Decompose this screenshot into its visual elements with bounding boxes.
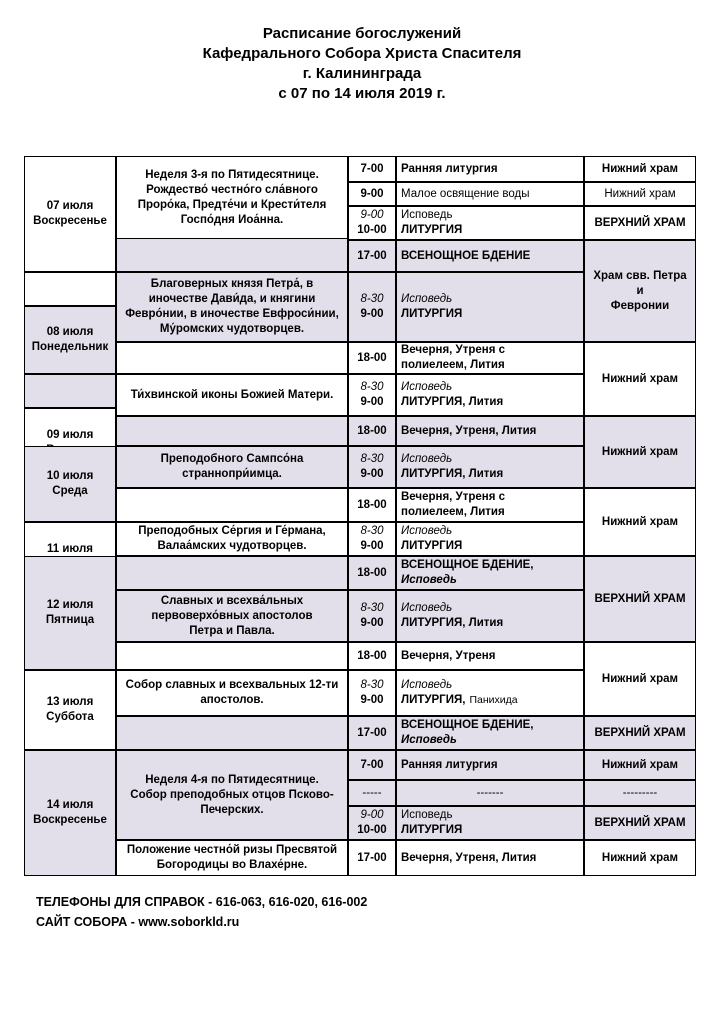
service-cell: [396, 780, 584, 806]
feast-cell-empty: [116, 416, 348, 446]
time-cell: [348, 272, 396, 342]
place-cell: [584, 716, 696, 750]
weekday: Пятница: [45, 614, 95, 626]
service-cell: [396, 806, 584, 840]
title-line: г. Калининграда: [302, 65, 422, 82]
service: ВСЕНОЩНОЕ БДЕНИЕ,: [401, 719, 534, 731]
place-cell: [584, 488, 696, 556]
feast-cell-empty: [116, 238, 348, 272]
time-cell: [348, 556, 396, 590]
time-cell: [348, 446, 396, 488]
service-cell: [396, 840, 584, 876]
place-cell: [584, 182, 696, 206]
time: 9-00: [360, 209, 384, 221]
time: 18-00: [357, 424, 387, 437]
place: Нижний храм: [604, 187, 676, 200]
place: Нижний храм: [601, 672, 679, 685]
service: Панихида: [469, 694, 518, 706]
service: Исповедь: [401, 525, 453, 537]
time-cell: [348, 156, 396, 182]
date-cell: [24, 446, 116, 522]
service-cell: [396, 240, 584, 272]
time: 8-30: [360, 381, 384, 393]
time-cell: [348, 716, 396, 750]
time: 9-00: [360, 468, 384, 480]
time: 9-00: [360, 396, 384, 408]
place-cell: [584, 840, 696, 876]
time: 8-30: [360, 602, 384, 614]
service: Малое освящение воды: [401, 187, 530, 200]
place-cell: [584, 240, 696, 342]
service: Исповедь: [401, 809, 453, 821]
service-cell: [396, 374, 584, 416]
date: 13 июля: [46, 696, 94, 708]
feast-line: Проро́ка, Предте́чи и Крести́теля: [137, 199, 327, 211]
date-cell: [24, 750, 116, 876]
time: 18-00: [357, 649, 387, 662]
time: 8-30: [360, 679, 384, 691]
feast-line: Петра и Павла.: [189, 624, 275, 637]
feast-cell-empty: [116, 342, 348, 374]
date: 07 июля: [46, 200, 94, 212]
time-cell: [348, 342, 396, 374]
feast-line: Благоверных князя Петра́, в: [150, 278, 314, 290]
service-cell: [396, 716, 584, 750]
service: ЛИТУРГИЯ, Лития: [401, 396, 504, 408]
time: 9-00: [360, 308, 384, 320]
service: ВСЕНОЩНОЕ БДЕНИЕ,: [401, 559, 534, 571]
feast-line: Славных и всехва́льных: [160, 594, 304, 607]
service-cell: [396, 272, 584, 342]
place-cell: [584, 342, 696, 416]
time: -----: [362, 786, 382, 799]
time: 9-00: [360, 809, 384, 821]
time: 9-00: [360, 694, 384, 706]
time-cell: [348, 182, 396, 206]
service: ВСЕНОЩНОЕ БДЕНИЕ: [401, 249, 531, 262]
service: Исповедь: [401, 209, 453, 221]
title-line: с 07 по 14 июля 2019 г.: [278, 85, 446, 102]
service: ЛИТУРГИЯ: [401, 308, 463, 320]
date-cell: [24, 156, 116, 272]
place-cell: [584, 806, 696, 840]
feast-line: иночестве Дави́да, и княгини: [148, 293, 316, 305]
time: 18-00: [357, 351, 387, 364]
service: Ранняя литургия: [401, 758, 498, 771]
weekday: Суббота: [46, 711, 94, 723]
time-cell: [348, 840, 396, 876]
place-cell: [584, 642, 696, 716]
service: ЛИТУРГИЯ, Лития: [401, 617, 504, 629]
service-cell: [396, 670, 584, 716]
place-cell: [584, 416, 696, 488]
feast-line: апостолов.: [200, 694, 264, 706]
feast-line: Неделя 4-я по Пятидесятнице.: [145, 773, 319, 786]
service-cell: [396, 446, 584, 488]
title-line: Кафедрального Собора Христа Спасителя: [202, 45, 522, 62]
footer-phones: ТЕЛЕФОНЫ ДЛЯ СПРАВОК - 616-063, 616-020, 616-002: [36, 895, 368, 909]
place: ---------: [622, 786, 658, 799]
time-cell: [348, 642, 396, 670]
feast-cell: [116, 374, 348, 416]
time-cell: [348, 590, 396, 642]
service-cell: [396, 488, 584, 522]
time: 17-00: [357, 851, 387, 864]
date: 09 июля: [46, 429, 94, 441]
feast-line: Положение честно́й ризы Пресвятой: [126, 844, 338, 856]
feast-cell-empty: [116, 642, 348, 670]
feast-cell: [116, 750, 348, 840]
title-line: Расписание богослужений: [262, 25, 462, 42]
service-line: [401, 693, 518, 708]
feast-line: первоверхо́вных апостолов: [151, 609, 313, 622]
feast-line: страннопри́имца.: [182, 468, 282, 480]
date: 11 июля: [47, 543, 93, 555]
time: 9-00: [360, 617, 384, 629]
feast-cell: [116, 670, 348, 716]
feast-line: Рождество́ честно́го сла́вного: [146, 184, 318, 196]
feast-line: Собор преподобных отцов Псково-: [130, 788, 334, 801]
service: Исповедь: [401, 453, 453, 465]
service: Вечерня, Утреня с: [401, 344, 506, 356]
service: ЛИТУРГИЯ: [401, 540, 463, 552]
service: Исповедь: [401, 574, 457, 586]
place-cell: [584, 156, 696, 182]
service: Вечерня, Утреня с: [401, 491, 506, 503]
time: 7-00: [360, 162, 384, 175]
date: 10 июля: [46, 470, 94, 482]
place-cell: [584, 780, 696, 806]
feast-cell: [116, 272, 348, 342]
service: Исповедь: [401, 381, 453, 393]
place-cell: [584, 556, 696, 642]
time-cell: [348, 522, 396, 556]
service-cell: [396, 182, 584, 206]
time: 8-30: [360, 293, 384, 305]
time-cell: [348, 670, 396, 716]
place: ВЕРХНИЙ ХРАМ: [594, 592, 686, 605]
feast-cell-empty: [116, 488, 348, 522]
date-cell: [24, 556, 116, 670]
time: 9-00: [360, 187, 384, 200]
time: 17-00: [357, 249, 387, 262]
service: Исповедь: [401, 293, 453, 305]
service: Ранняя литургия: [401, 162, 498, 175]
date: 08 июля: [46, 326, 94, 338]
place: Нижний храм: [601, 851, 679, 864]
feast-line: Му́ромских чудотворцев.: [159, 323, 305, 335]
feast-cell: [116, 840, 348, 876]
service: Вечерня, Утреня, Лития: [401, 424, 537, 437]
service-cell: [396, 206, 584, 240]
service: Исповедь: [401, 679, 453, 691]
weekday: Понедельник: [31, 341, 109, 353]
service-cell: [396, 750, 584, 780]
time-cell: [348, 806, 396, 840]
feast-line: Преподобных Се́ргия и Ге́рмана,: [138, 525, 326, 537]
service-cell: [396, 642, 584, 670]
place: Нижний храм: [601, 515, 679, 528]
service-cell: [396, 416, 584, 446]
place: Нижний храм: [601, 372, 679, 385]
time-cell: [348, 206, 396, 240]
time: 7-00: [360, 758, 384, 771]
feast-line: Собор славных и всехвальных 12-ти: [125, 679, 339, 691]
time: 8-30: [360, 453, 384, 465]
schedule-table: [24, 156, 696, 876]
feast-line: Печерских.: [200, 803, 264, 816]
feast-cell-empty: [116, 556, 348, 590]
service-cell: [396, 556, 584, 590]
document-title: [0, 24, 724, 104]
time: 9-00: [360, 540, 384, 552]
service: ЛИТУРГИЯ,: [401, 694, 466, 706]
weekday: Среда: [52, 485, 88, 497]
place-cell: [584, 206, 696, 240]
service: -------: [476, 786, 504, 799]
time: 18-00: [357, 498, 387, 511]
place: Храм свв. Петра и: [593, 269, 687, 297]
service-cell: [396, 156, 584, 182]
time: 10-00: [357, 824, 387, 836]
service-cell: [396, 342, 584, 374]
service-cell: [396, 522, 584, 556]
footer: [36, 892, 367, 932]
feast-line: Преподобного Сампсо́на: [160, 453, 304, 465]
service: ЛИТУРГИЯ, Лития: [401, 468, 504, 480]
time-cell: [348, 750, 396, 780]
feast-cell: [116, 446, 348, 488]
date: 12 июля: [46, 599, 94, 611]
date: 14 июля: [46, 799, 94, 811]
feast-line: Госпо́дня Иоа́нна.: [180, 214, 284, 226]
feast-line: Ти́хвинской иконы Божией Матери.: [130, 388, 334, 401]
feast-line: Февро́нии, в иночестве Евфроси́нии,: [125, 308, 339, 320]
time-cell: [348, 240, 396, 272]
feast-cell: [116, 590, 348, 642]
service: ЛИТУРГИЯ: [401, 224, 463, 236]
place: Февронии: [610, 299, 670, 312]
service-cell: [396, 590, 584, 642]
service: ЛИТУРГИЯ: [401, 824, 463, 836]
time: 17-00: [357, 726, 387, 739]
time: 18-00: [357, 566, 387, 579]
footer-site: САЙТ СОБОРА - www.soborkld.ru: [36, 915, 240, 929]
time: 10-00: [357, 224, 387, 236]
service: Вечерня, Утреня: [401, 649, 496, 662]
place: Нижний храм: [601, 758, 679, 771]
place: ВЕРХНИЙ ХРАМ: [594, 216, 686, 229]
service: полиелеем, Лития: [401, 506, 505, 518]
place: ВЕРХНИЙ ХРАМ: [594, 726, 686, 739]
feast-cell-empty: [116, 716, 348, 750]
time-cell: [348, 374, 396, 416]
time-cell: [348, 780, 396, 806]
service: Вечерня, Утреня, Лития: [401, 851, 537, 864]
place-cell: [584, 750, 696, 780]
date-cell-empty: [24, 374, 116, 408]
date-cell: [24, 306, 116, 374]
feast-cell: [116, 156, 348, 240]
service: Исповедь: [401, 734, 457, 746]
feast-cell: [116, 522, 348, 556]
feast-line: Богородицы во Влахе́рне.: [156, 859, 308, 871]
weekday: Воскресенье: [33, 814, 107, 826]
date-cell: [24, 670, 116, 750]
place: Нижний храм: [601, 162, 679, 175]
feast-line: Валаа́мских чудотворцев.: [157, 540, 307, 552]
place: Нижний храм: [601, 445, 679, 458]
service: полиелеем, Лития: [401, 359, 505, 371]
date-cell-empty: [24, 272, 116, 306]
weekday: Воскресенье: [33, 215, 107, 227]
time-cell: [348, 488, 396, 522]
place: ВЕРХНИЙ ХРАМ: [594, 816, 686, 829]
service: Исповедь: [401, 602, 453, 614]
time: 8-30: [360, 525, 384, 537]
time-cell: [348, 416, 396, 446]
feast-line: Неделя 3-я по Пятидесятнице.: [145, 169, 319, 181]
